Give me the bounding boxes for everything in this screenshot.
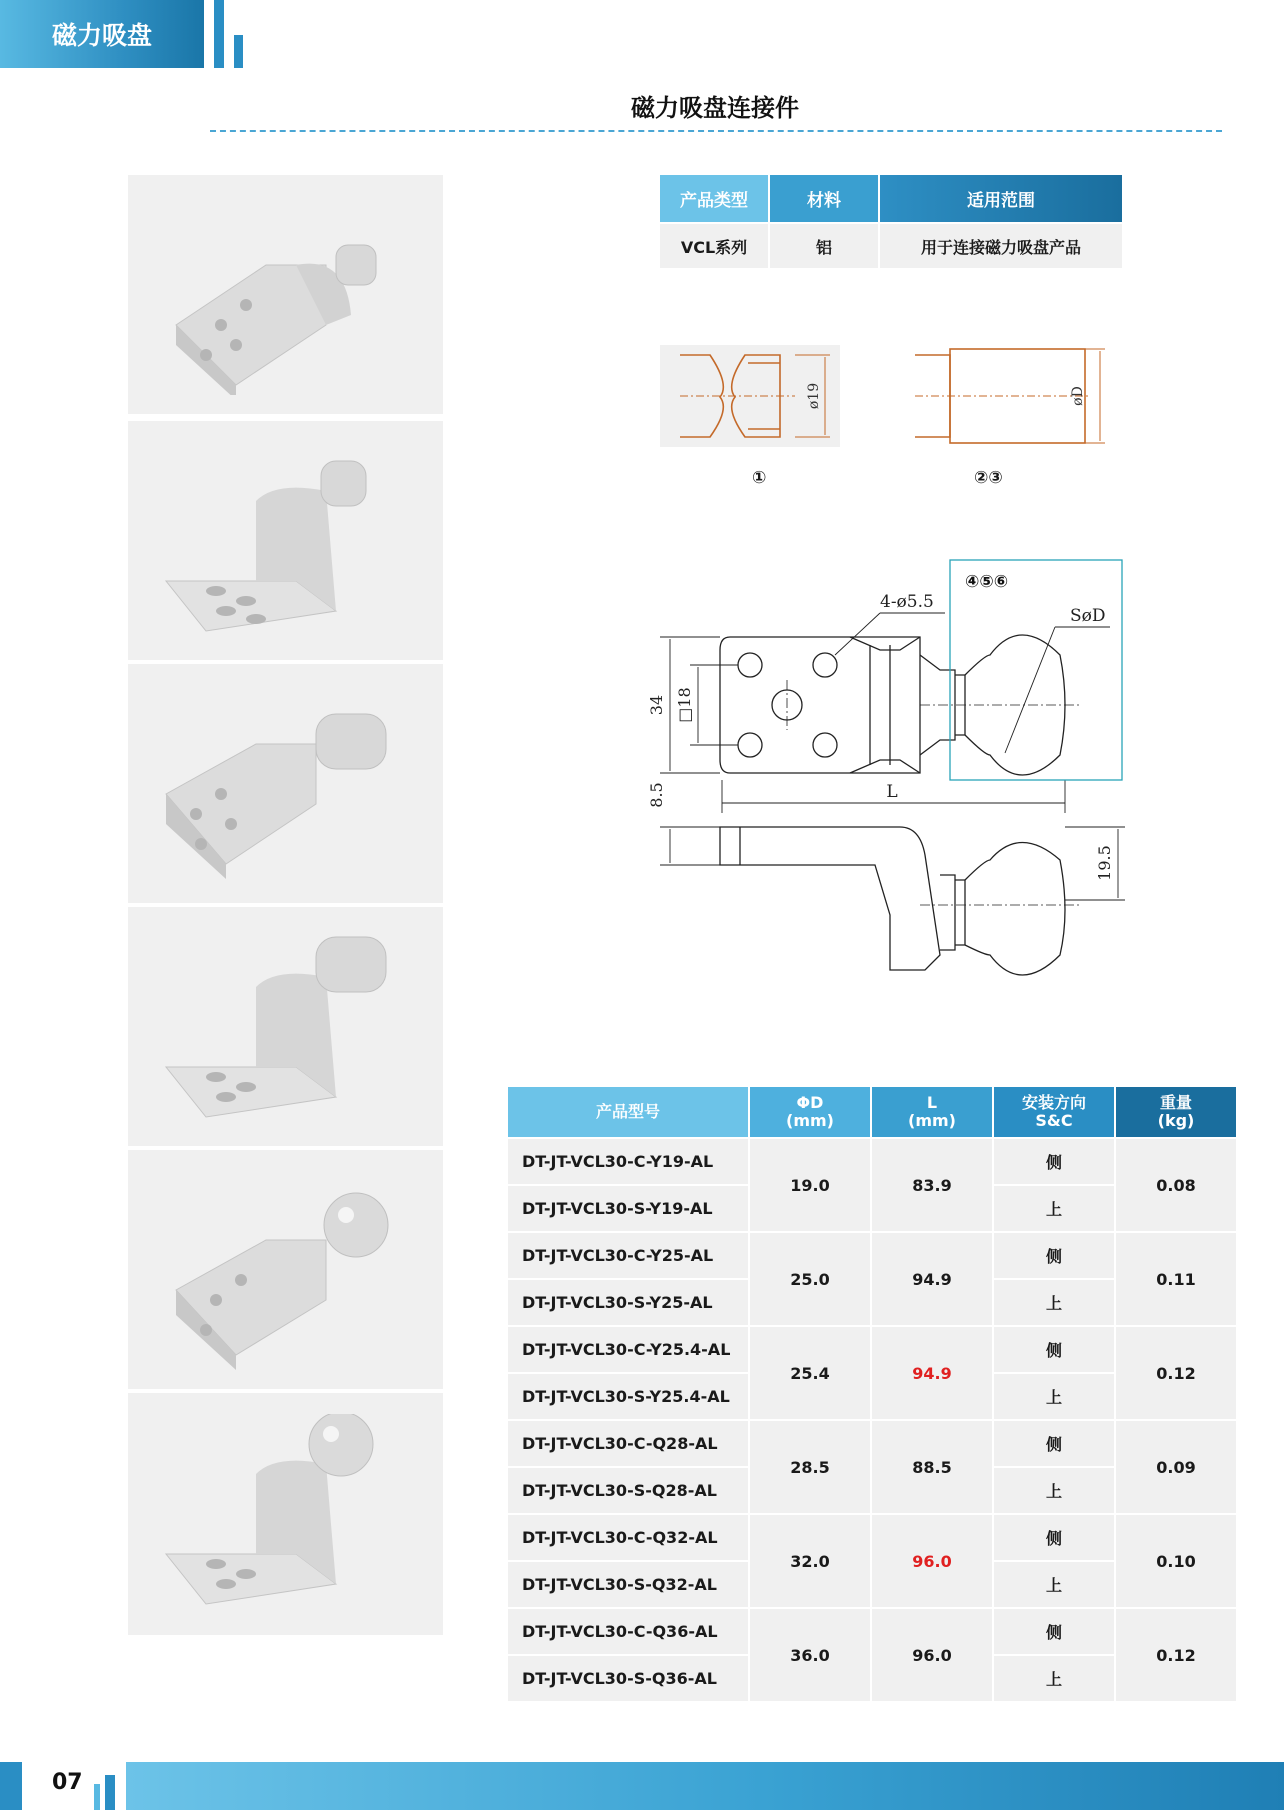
header-accent-bar (214, 0, 224, 68)
model-table (506, 1085, 1238, 1703)
table-row (508, 1139, 1236, 1184)
cell-direction: 侧 (994, 1515, 1114, 1560)
cell-length: 94.9 (872, 1233, 992, 1325)
cell-model: DT-JT-VCL30-S-Y25.4-AL (508, 1374, 748, 1419)
product-photo-3 (128, 664, 443, 903)
cell-diameter: 32.0 (750, 1515, 870, 1607)
cell-direction: 上 (994, 1280, 1114, 1325)
drawing-end-type-2 (910, 345, 1110, 447)
product-photo-1 (128, 175, 443, 414)
cell-direction: 侧 (994, 1327, 1114, 1372)
footer-bar-medium (105, 1775, 115, 1810)
table-row (508, 1609, 1236, 1654)
cell-weight: 0.12 (1116, 1327, 1236, 1419)
cell-length: 94.9 (872, 1327, 992, 1419)
drawing-1-caption: ① (752, 468, 767, 488)
cell-direction: 上 (994, 1186, 1114, 1231)
cell-model: DT-JT-VCL30-C-Q36-AL (508, 1609, 748, 1654)
table-row (508, 1515, 1236, 1560)
cell-length: 83.9 (872, 1139, 992, 1231)
drawing-end-type-1 (660, 345, 840, 447)
cell-direction: 上 (994, 1374, 1114, 1419)
detail-box-label: ④⑤⑥ (965, 572, 1009, 592)
cell-diameter: 25.4 (750, 1327, 870, 1419)
drawing-2-caption: ②③ (974, 468, 1003, 488)
drawing-1-dimension: ø19 (806, 382, 822, 410)
product-photo-2 (128, 421, 443, 660)
cell-weight: 0.12 (1116, 1609, 1236, 1701)
cell-direction: 上 (994, 1656, 1114, 1701)
section-tab-label: 磁力吸盘 (52, 21, 153, 50)
section-tab (0, 0, 204, 68)
cell-weight: 0.11 (1116, 1233, 1236, 1325)
cell-length: 96.0 (872, 1515, 992, 1607)
spec-header-material: 材料 (770, 175, 878, 222)
cell-model: DT-JT-VCL30-S-Y19-AL (508, 1186, 748, 1231)
cell-direction: 侧 (994, 1233, 1114, 1278)
footer-accent-bar (0, 1762, 22, 1810)
cell-direction: 上 (994, 1562, 1114, 1607)
model-table-body (508, 1139, 1236, 1701)
cell-model: DT-JT-VCL30-S-Q36-AL (508, 1656, 748, 1701)
technical-drawing (640, 555, 1130, 985)
product-photo-5 (128, 1150, 443, 1389)
cell-diameter: 28.5 (750, 1421, 870, 1513)
cell-direction: 上 (994, 1468, 1114, 1513)
cell-direction: 侧 (994, 1421, 1114, 1466)
cell-model: DT-JT-VCL30-C-Y25.4-AL (508, 1327, 748, 1372)
spec-header-type: 产品类型 (660, 175, 768, 222)
table-row (508, 1233, 1236, 1278)
hole-dimension: 4-ø5.5 (880, 592, 934, 612)
spec-cell-scope: 用于连接磁力吸盘产品 (880, 224, 1122, 268)
page-title: 磁力吸盘连接件 (631, 94, 799, 122)
sphere-dimension: SøD (1070, 606, 1106, 626)
cell-model: DT-JT-VCL30-S-Y25-AL (508, 1280, 748, 1325)
col-header-weight: 重量 (kg) (1116, 1087, 1236, 1137)
spec-header-scope: 适用范围 (880, 175, 1122, 222)
cell-length: 96.0 (872, 1609, 992, 1701)
col-header-length: L (mm) (872, 1087, 992, 1137)
cell-diameter: 36.0 (750, 1609, 870, 1701)
title-divider (210, 130, 1222, 132)
col-header-diameter: ΦD (mm) (750, 1087, 870, 1137)
col-header-direction: 安装方向 S&C (994, 1087, 1114, 1137)
col-header-model: 产品型号 (508, 1087, 748, 1137)
product-photo-6 (128, 1393, 443, 1635)
cell-model: DT-JT-VCL30-C-Y19-AL (508, 1139, 748, 1184)
cell-model: DT-JT-VCL30-S-Q28-AL (508, 1468, 748, 1513)
product-photo-4 (128, 907, 443, 1146)
footer-band (126, 1762, 1284, 1810)
cell-model: DT-JT-VCL30-C-Q28-AL (508, 1421, 748, 1466)
spec-cell-material: 铝 (770, 224, 878, 268)
spec-table (658, 173, 1124, 270)
table-row (508, 1421, 1236, 1466)
page-number: 07 (52, 1770, 83, 1795)
offset-dimension: 19.5 (1095, 845, 1114, 881)
cell-diameter: 19.0 (750, 1139, 870, 1231)
header-accent-bar-short (234, 35, 243, 68)
cell-model: DT-JT-VCL30-C-Q32-AL (508, 1515, 748, 1560)
footer-bar-small (94, 1784, 100, 1810)
drawing-2-dimension: øD (1070, 386, 1086, 406)
cell-direction: 侧 (994, 1139, 1114, 1184)
cell-weight: 0.10 (1116, 1515, 1236, 1607)
cell-length: 88.5 (872, 1421, 992, 1513)
length-dimension: L (886, 782, 898, 802)
cell-weight: 0.09 (1116, 1421, 1236, 1513)
cell-model: DT-JT-VCL30-S-Q32-AL (508, 1562, 748, 1607)
square-dimension: □18 (675, 687, 694, 723)
cell-direction: 侧 (994, 1609, 1114, 1654)
table-row (508, 1327, 1236, 1372)
cell-diameter: 25.0 (750, 1233, 870, 1325)
cell-weight: 0.08 (1116, 1139, 1236, 1231)
cell-model: DT-JT-VCL30-C-Y25-AL (508, 1233, 748, 1278)
height-dimension: 34 (647, 694, 666, 716)
thickness-dimension: 8.5 (647, 782, 666, 808)
spec-cell-type: VCL系列 (660, 224, 768, 268)
